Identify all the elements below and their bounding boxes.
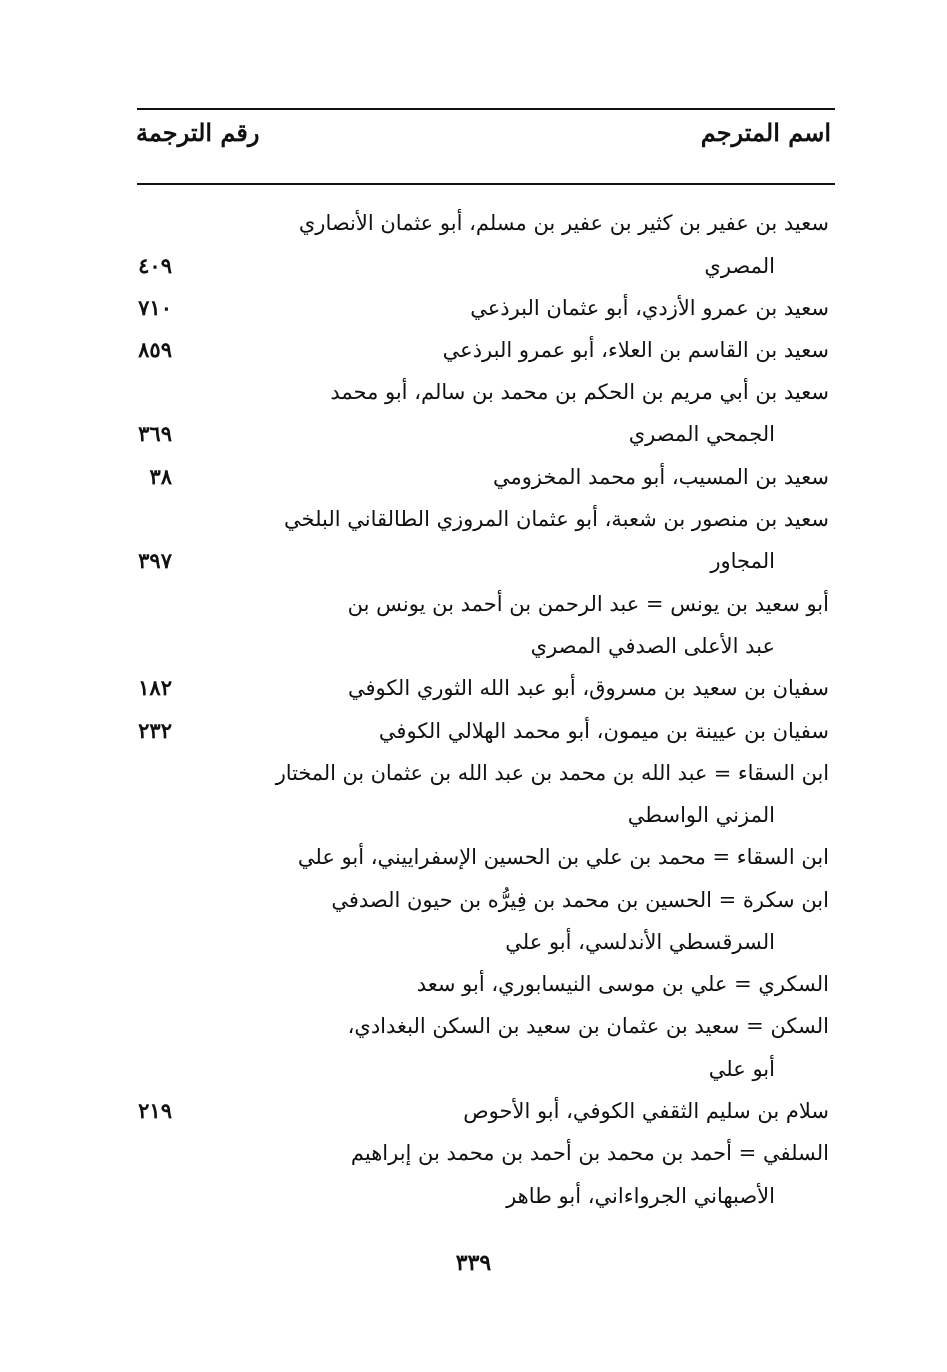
index-line-continuation: المصري	[704, 254, 775, 278]
index-line-continuation: الجمحي المصري	[628, 422, 775, 446]
entry-number: ١٨٢	[138, 675, 172, 700]
header-bottom-rule	[137, 183, 835, 185]
column-header-number: رقم الترجمة	[136, 118, 260, 147]
index-line: ابن سكرة = الحسين بن محمد بن فِيرُّه بن حيون الصدفي	[331, 888, 829, 912]
entry-number	[128, 885, 172, 915]
entry-number	[128, 842, 172, 872]
index-line: سلام بن سليم الثقفي الكوفي، أبو الأحوص	[463, 1099, 829, 1123]
entry-number	[128, 800, 172, 830]
index-line: سعيد بن عمرو الأزدي، أبو عثمان البرذعي	[470, 296, 829, 320]
header-top-rule	[137, 108, 835, 110]
entry-number	[128, 208, 172, 238]
entry-number: ٣٨	[149, 464, 172, 489]
entry-number: ٣٩٧	[138, 548, 172, 573]
index-line: السلفي = أحمد بن محمد بن أحمد بن محمد بن إبراهيم	[350, 1141, 829, 1165]
entry-number	[128, 377, 172, 407]
index-line-continuation: السرقسطي الأندلسي، أبو علي	[505, 930, 775, 954]
entry-number	[128, 504, 172, 534]
entry-number: ٤٠٩	[138, 253, 172, 278]
index-line: سعيد بن عفير بن كثير بن عفير بن مسلم، أبو عثمان الأنصاري	[298, 211, 829, 235]
entry-number	[128, 758, 172, 788]
entry-number	[128, 1138, 172, 1168]
index-line-continuation: أبو علي	[708, 1057, 775, 1081]
index-line: سفيان بن عيينة بن ميمون، أبو محمد الهلالي الكوفي	[378, 719, 829, 743]
index-line-continuation: المجاور	[710, 549, 775, 573]
index-line: ابن السقاء = محمد بن علي بن الحسين الإسفراييني، أبو علي	[297, 845, 829, 869]
index-line: سعيد بن المسيب، أبو محمد المخزومي	[492, 465, 829, 489]
entry-number: ٢١٩	[138, 1098, 172, 1123]
entry-number	[128, 1181, 172, 1211]
index-line: أبو سعيد بن يونس = عبد الرحمن بن أحمد بن يونس بن	[347, 592, 829, 616]
entry-number	[128, 927, 172, 957]
index-line: السكري = علي بن موسى النيسابوري، أبو سعد	[416, 972, 829, 996]
index-line-continuation: المزني الواسطي	[627, 803, 775, 827]
entry-number	[128, 969, 172, 999]
index-line: سفيان بن سعيد بن مسروق، أبو عبد الله الثوري الكوفي	[347, 676, 829, 700]
index-line: سعيد بن القاسم بن العلاء، أبو عمرو البرذعي	[442, 338, 829, 362]
index-line: السكن = سعيد بن عثمان بن سعيد بن السكن البغدادي،	[347, 1014, 829, 1038]
entry-number	[128, 589, 172, 619]
index-line: سعيد بن أبي مريم بن الحكم بن محمد بن سالم، أبو محمد	[330, 380, 829, 404]
index-line: سعيد بن منصور بن شعبة، أبو عثمان المروزي الطالقاني البلخي	[284, 507, 829, 531]
column-header-name: اسم المترجم	[700, 118, 831, 147]
entry-number: ٢٣٢	[138, 718, 172, 743]
index-line: ابن السقاء = عبد الله بن محمد بن عبد الله بن عثمان بن المختار	[275, 761, 829, 785]
entry-number: ٣٦٩	[138, 421, 172, 446]
entry-number	[128, 631, 172, 661]
entry-number	[128, 1054, 172, 1084]
index-line-continuation: عبد الأعلى الصدفي المصري	[530, 634, 775, 658]
index-line-continuation: الأصبهاني الجرواءاني، أبو طاهر	[506, 1184, 775, 1208]
entry-number	[128, 1011, 172, 1041]
entry-number: ٧١٠	[138, 295, 172, 320]
entry-number: ٨٥٩	[138, 337, 172, 362]
page-number: ٣٣٩	[455, 1250, 492, 1276]
